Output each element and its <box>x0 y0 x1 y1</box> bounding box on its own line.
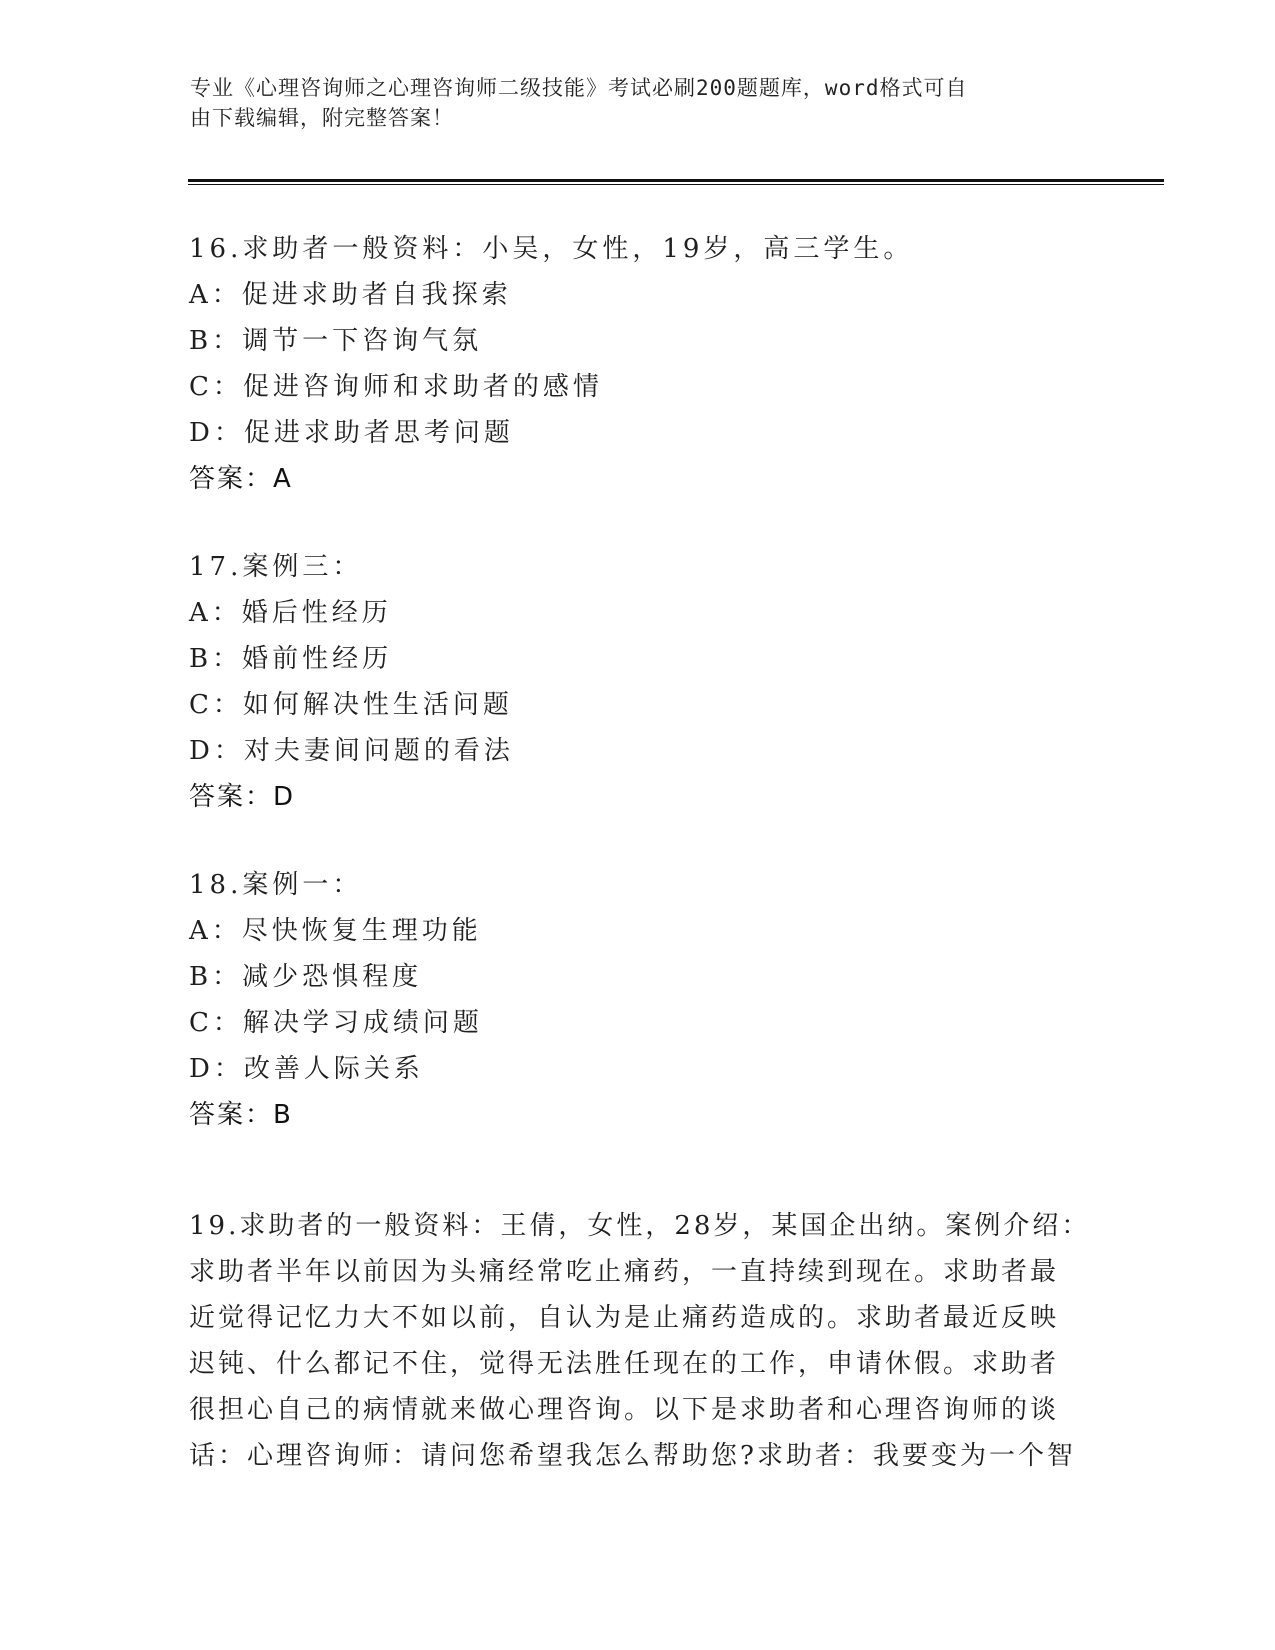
paragraph-line: 近觉得记忆力大不如以前，自认为是止痛药造成的。求助者最近反映 <box>189 1303 1060 1333</box>
question-18 <box>189 862 1089 1138</box>
option-c: C：促进咨询师和求助者的感情 <box>189 372 603 402</box>
question-16 <box>189 226 1089 502</box>
option-a: A：促进求助者自我探索 <box>189 280 512 310</box>
question-stem: 16.求助者一般资料：小吴，女性，19岁，高三学生。 <box>189 234 914 264</box>
option-c: C：如何解决性生活问题 <box>189 690 513 720</box>
answer-line: 答案：B <box>189 1100 293 1130</box>
option-d: D：对夫妻间问题的看法 <box>189 736 514 766</box>
document-header <box>190 73 1070 133</box>
header-line-1: 专业《心理咨询师之心理咨询师二级技能》考试必刷200题题库，word格式可自 <box>190 76 968 100</box>
option-a: A：婚后性经历 <box>189 598 392 628</box>
question-stem: 18.案例一： <box>189 870 363 900</box>
header-divider-thin <box>188 184 1164 185</box>
paragraph-line: 很担心自己的病情就来做心理咨询。以下是求助者和心理咨询师的谈 <box>189 1395 1060 1425</box>
option-d: D：改善人际关系 <box>189 1054 424 1084</box>
question-19 <box>189 1203 1089 1479</box>
answer-line: 答案：D <box>189 782 296 812</box>
option-a: A：尽快恢复生理功能 <box>189 916 482 946</box>
paragraph-line: 话：心理咨询师：请问您希望我怎么帮助您?求助者：我要变为一个智 <box>189 1441 1076 1471</box>
header-line-2: 由下载编辑，附完整答案！ <box>190 106 454 130</box>
question-17 <box>189 544 1089 820</box>
option-b: B：减少恐惧程度 <box>189 962 423 992</box>
question-stem: 17.案例三： <box>189 552 363 582</box>
paragraph-line: 迟钝、什么都记不住，觉得无法胜任现在的工作，申请休假。求助者 <box>189 1349 1060 1379</box>
option-d: D：促进求助者思考问题 <box>189 418 514 448</box>
paragraph-line: 19.求助者的一般资料：王倩，女性，28岁，某国企出纳。案例介绍： <box>189 1211 1091 1241</box>
answer-line: 答案：A <box>189 464 293 494</box>
paragraph-line: 求助者半年以前因为头痛经常吃止痛药，一直持续到现在。求助者最 <box>189 1257 1060 1287</box>
header-divider-thick <box>188 179 1164 182</box>
option-c: C：解决学习成绩问题 <box>189 1008 483 1038</box>
option-b: B：婚前性经历 <box>189 644 393 674</box>
option-b: B：调节一下咨询气氛 <box>189 326 483 356</box>
